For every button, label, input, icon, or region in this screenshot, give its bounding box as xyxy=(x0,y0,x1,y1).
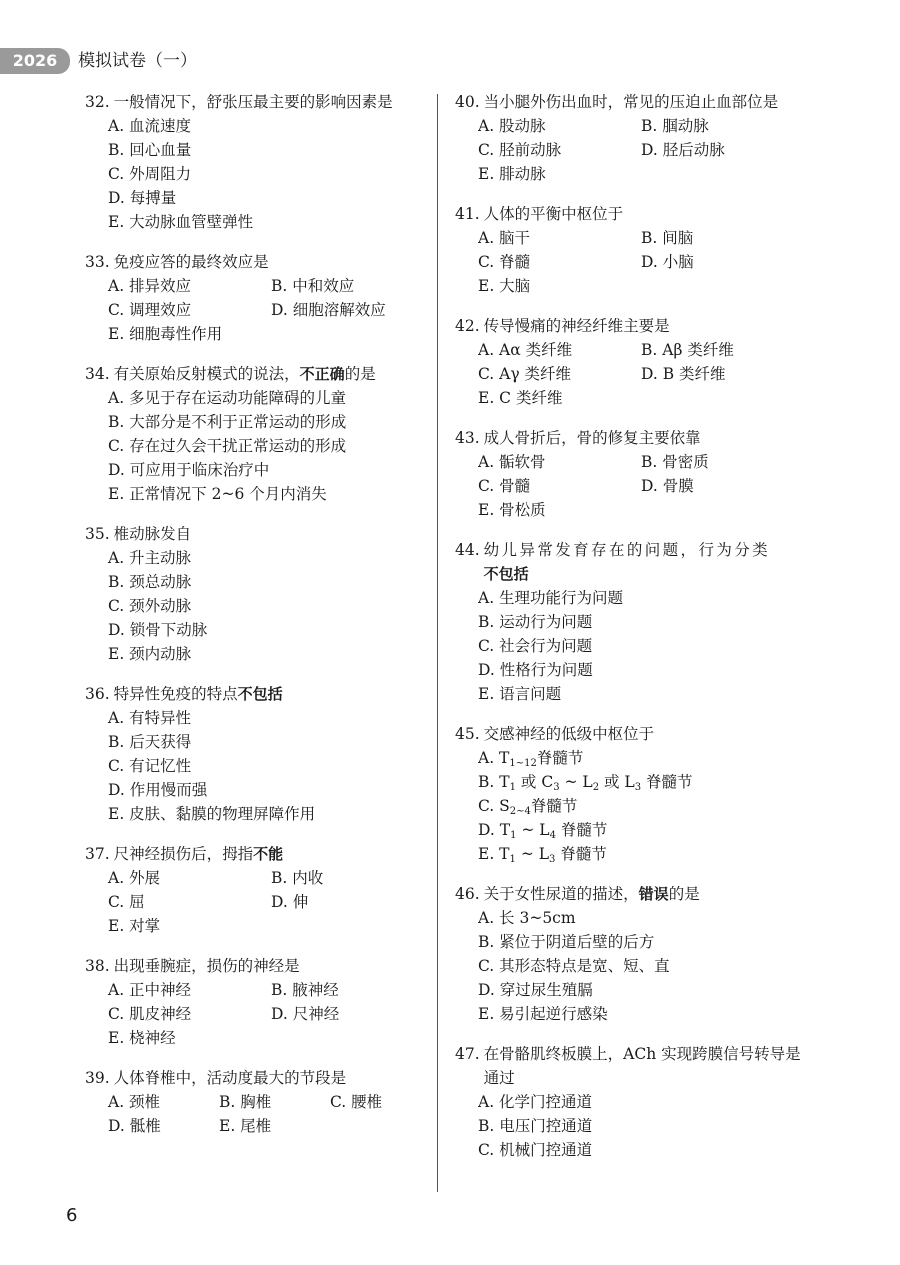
option: E. 正常情况下 2~6 个月内消失 xyxy=(108,485,327,503)
option: E. 易引起逆行感染 xyxy=(478,1005,608,1023)
option: A. 颈椎 xyxy=(108,1093,161,1111)
emphasis-text: 不包括 xyxy=(237,685,283,703)
option: A. 脑干 xyxy=(478,229,531,247)
option: D. 骨膜 xyxy=(641,477,694,495)
option: A. 外展 xyxy=(108,869,161,887)
question-45 xyxy=(455,722,815,866)
option: C. 机械门控通道 xyxy=(478,1141,593,1159)
option: A. 正中神经 xyxy=(108,981,192,999)
emphasis-text: 不包括 xyxy=(483,565,529,583)
question-text: 免疫应答的最终效应是 xyxy=(113,253,269,271)
option: E. 大动脉血管壁弹性 xyxy=(108,213,254,231)
question-32 xyxy=(85,90,425,234)
option: B. 腋神经 xyxy=(271,981,339,999)
option: E. 桡神经 xyxy=(108,1029,176,1047)
option: A. 生理功能行为问题 xyxy=(478,589,624,607)
option: A. 排异效应 xyxy=(108,277,192,295)
option: D. 胫后动脉 xyxy=(641,141,725,159)
left-column xyxy=(85,90,425,1154)
question-44 xyxy=(455,538,815,706)
question-46 xyxy=(455,882,815,1026)
option: A. 有特异性 xyxy=(108,709,192,727)
question-number: 34. xyxy=(85,365,110,383)
question-38 xyxy=(85,954,425,1050)
question-42 xyxy=(455,314,815,410)
option: B. 中和效应 xyxy=(271,277,355,295)
option: D. 细胞溶解效应 xyxy=(271,301,386,319)
option: A. 骺软骨 xyxy=(478,453,546,471)
option: D. 骶椎 xyxy=(108,1117,161,1135)
option: C. 屈 xyxy=(108,893,145,911)
option: C. Aγ 类纤维 xyxy=(478,365,572,383)
option: D. 作用慢而强 xyxy=(108,781,208,799)
question-text: 出现垂腕症，损伤的神经是 xyxy=(113,957,300,975)
option: B. 骨密质 xyxy=(641,453,709,471)
column-divider xyxy=(437,94,438,1192)
option: D. 尺神经 xyxy=(271,1005,340,1023)
option: A. Aα 类纤维 xyxy=(478,341,573,359)
right-column xyxy=(455,90,815,1178)
question-text: 人体脊椎中，活动度最大的节段是 xyxy=(113,1069,347,1087)
option: B. 间脑 xyxy=(641,229,694,247)
question-text: 成人骨折后，骨的修复主要依靠 xyxy=(483,429,701,447)
question-34 xyxy=(85,362,425,506)
question-number: 39. xyxy=(85,1069,110,1087)
question-number: 47. xyxy=(455,1045,480,1063)
question-41 xyxy=(455,202,815,298)
option: D. 穿过尿生殖膈 xyxy=(478,981,593,999)
emphasis-text: 错误 xyxy=(638,885,669,903)
option: A. $T_{1\sim 12}$脊髓节 xyxy=(478,749,584,769)
question-text: 一般情况下，舒张压最主要的影响因素是 xyxy=(113,93,393,111)
option: D. 伸 xyxy=(271,893,309,911)
option: E. 细胞毒性作用 xyxy=(108,325,223,343)
question-text: 尺神经损伤后，拇指不能 xyxy=(113,845,284,863)
option: E. 尾椎 xyxy=(219,1117,272,1135)
option: E. 对掌 xyxy=(108,917,161,935)
option: E. 颈内动脉 xyxy=(108,645,192,663)
question-number: 46. xyxy=(455,885,480,903)
option: E. 腓动脉 xyxy=(478,165,546,183)
option: E. 大脑 xyxy=(478,277,531,295)
option: C. 脊髓 xyxy=(478,253,531,271)
option: A. 血流速度 xyxy=(108,117,192,135)
option: B. 后天获得 xyxy=(108,733,192,751)
option: C. 骨髓 xyxy=(478,477,531,495)
option: D. 可应用于临床治疗中 xyxy=(108,461,270,479)
question-number: 42. xyxy=(455,317,480,335)
option: B. 内收 xyxy=(271,869,324,887)
option: B. 回心血量 xyxy=(108,141,192,159)
option: D. B 类纤维 xyxy=(641,365,726,383)
option: B. 运动行为问题 xyxy=(478,613,593,631)
question-number: 45. xyxy=(455,725,480,743)
option: B. 颈总动脉 xyxy=(108,573,192,591)
question-text: 关于女性尿道的描述，错误的是 xyxy=(483,885,700,903)
option: B. $T_1$ 或 $C_3$ ~ $L_2$ 或 $L_3$ 脊髓节 xyxy=(478,773,693,793)
option: E. 骨松质 xyxy=(478,501,546,519)
option: A. 化学门控通道 xyxy=(478,1093,593,1111)
question-text: 有关原始反射模式的说法，不正确的是 xyxy=(113,365,376,383)
question-text: 在骨骼肌终板膜上，ACh 实现跨膜信号转导是通过 xyxy=(483,1045,801,1087)
question-text: 传导慢痛的神经纤维主要是 xyxy=(483,317,670,335)
option: C. 颈外动脉 xyxy=(108,597,192,615)
question-40 xyxy=(455,90,815,186)
option: B. 大部分是不利于正常运动的形成 xyxy=(108,413,347,431)
option: C. 社会行为问题 xyxy=(478,637,593,655)
option: D. 锁骨下动脉 xyxy=(108,621,208,639)
option: E. $T_1$ ~ $L_3$ 脊髓节 xyxy=(478,845,607,865)
question-number: 44. xyxy=(455,541,480,559)
question-number: 38. xyxy=(85,957,110,975)
question-text: 人体的平衡中枢位于 xyxy=(483,205,624,223)
question-37 xyxy=(85,842,425,938)
option: A. 升主动脉 xyxy=(108,549,192,567)
option: C. 有记忆性 xyxy=(108,757,192,775)
option: E. 皮肤、黏膜的物理屏障作用 xyxy=(108,805,316,823)
emphasis-text: 不能 xyxy=(253,845,284,863)
option: D. 性格行为问题 xyxy=(478,661,593,679)
option: E. 语言问题 xyxy=(478,685,562,703)
option: C. 腰椎 xyxy=(330,1093,383,1111)
emphasis-text: 不正确 xyxy=(299,365,345,383)
page-number: 6 xyxy=(66,1205,78,1226)
question-39 xyxy=(85,1066,425,1138)
option: A. 长 3~5cm xyxy=(478,909,576,927)
question-33 xyxy=(85,250,425,346)
option: A. 多见于存在运动功能障碍的儿童 xyxy=(108,389,347,407)
option: E. C 类纤维 xyxy=(478,389,563,407)
option: A. 股动脉 xyxy=(478,117,546,135)
option: B. Aβ 类纤维 xyxy=(641,341,734,359)
question-text: 当小腿外伤出血时，常见的压迫止血部位是 xyxy=(483,93,779,111)
option: B. 胸椎 xyxy=(219,1093,272,1111)
option: C. 存在过久会干扰正常运动的形成 xyxy=(108,437,347,455)
option: B. 电压门控通道 xyxy=(478,1117,593,1135)
option: C. 肌皮神经 xyxy=(108,1005,192,1023)
option: B. 紧位于阴道后壁的后方 xyxy=(478,933,655,951)
option: C. 胫前动脉 xyxy=(478,141,562,159)
question-36 xyxy=(85,682,425,826)
question-number: 40. xyxy=(455,93,480,111)
question-number: 36. xyxy=(85,685,110,703)
option: D. 小脑 xyxy=(641,253,694,271)
option: C. 外周阻力 xyxy=(108,165,192,183)
year-badge: 2026 xyxy=(0,48,70,74)
option: C. 调理效应 xyxy=(108,301,192,319)
header-title: 模拟试卷（一） xyxy=(78,51,197,71)
question-number: 32. xyxy=(85,93,110,111)
question-number: 37. xyxy=(85,845,110,863)
question-text: 幼儿异常发育存在的问题，行为分类 不包括 xyxy=(483,541,771,583)
question-text: 椎动脉发自 xyxy=(113,525,192,543)
option: C. 其形态特点是宽、短、直 xyxy=(478,957,670,975)
question-43 xyxy=(455,426,815,522)
question-35 xyxy=(85,522,425,666)
question-text: 交感神经的低级中枢位于 xyxy=(483,725,655,743)
question-number: 33. xyxy=(85,253,110,271)
option: B. 腘动脉 xyxy=(641,117,709,135)
option: C. $S_{2\sim 4}$脊髓节 xyxy=(478,797,578,817)
question-text: 特异性免疫的特点不包括 xyxy=(113,685,283,703)
question-number: 35. xyxy=(85,525,110,543)
option: D. 每搏量 xyxy=(108,189,177,207)
page-header xyxy=(0,48,900,74)
question-47 xyxy=(455,1042,815,1162)
option: D. $T_1$ ~ $L_4$ 脊髓节 xyxy=(478,821,608,841)
question-number: 41. xyxy=(455,205,480,223)
question-number: 43. xyxy=(455,429,480,447)
